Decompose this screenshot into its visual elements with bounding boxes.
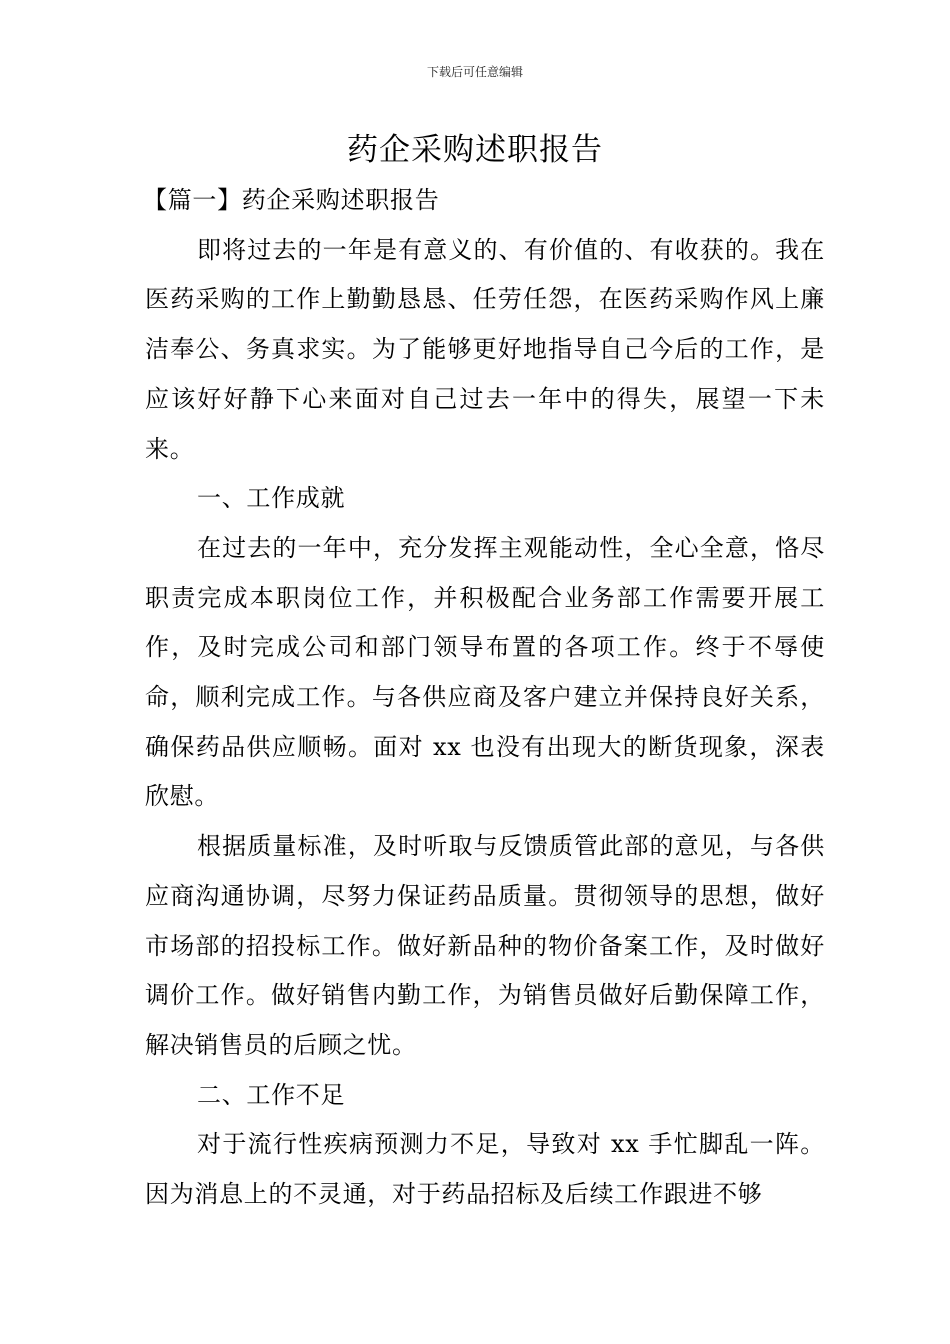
paragraph: 根据质量标准，及时听取与反馈质管此部的意见，与各供应商沟通协调，尽努力保证药品质量。贯彻领导的思想，做好市场部的招投标工作。做好新品种的物价备案工作，及时做好调价工作。做好销售内勤工作，为销售员做好后勤保障工作，解决销售员的后顾之忧。 xyxy=(145,832,825,1059)
section-heading: 一、工作成就 xyxy=(197,484,346,513)
section-tag: 【篇一】药企采购述职报告 xyxy=(143,186,440,214)
paragraph: 在过去的一年中，充分发挥主观能动性，全心全意，恪尽职责完成本职岗位工作，并积极配合业务部工作需要开展工作，及时完成公司和部门领导布置的各项工作。终于不辱使命，顺利完成工作。与各供应商及客户建立并保持良好关系，确保药品供应顺畅。面对 xx 也没有出现大的断货现象，深表欣慰。 xyxy=(145,533,825,811)
paragraph: 即将过去的一年是有意义的、有价值的、有收获的。我在医药采购的工作上勤勤恳恳、任劳任怨，在医药采购作风上廉洁奉公、务真求实。为了能够更好地指导自己今后的工作，是应该好好静下心来面对自己过去一年中的得失，展望一下未来。 xyxy=(145,235,825,463)
document-body xyxy=(145,176,825,1220)
paragraph: 对于流行性疾病预测力不足，导致对 xx 手忙脚乱一阵。因为消息上的不灵通，对于药品招标及后续工作跟进不够 xyxy=(145,1130,825,1209)
header-note: 下载后可任意编辑 xyxy=(426,65,523,79)
section-heading: 二、工作不足 xyxy=(197,1080,346,1109)
document-title: 药企采购述职报告 xyxy=(347,132,603,168)
